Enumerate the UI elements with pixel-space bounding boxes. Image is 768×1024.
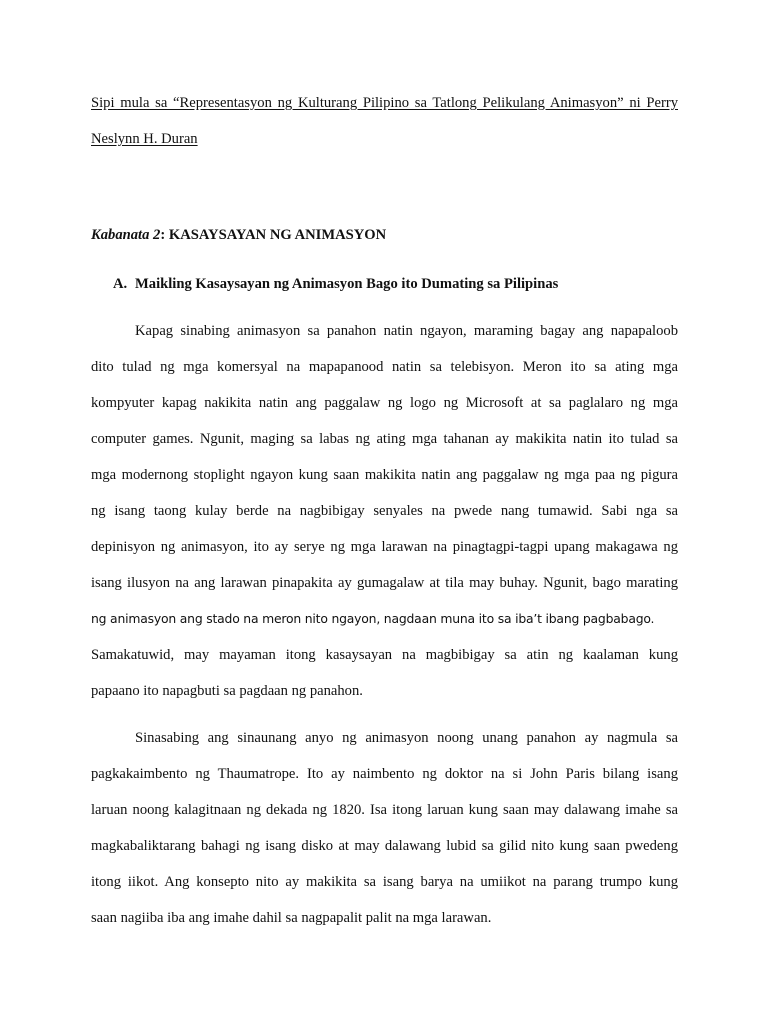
paragraph-2-line: magkabaliktarang bahagi ng isang disko at may dalawang lubid sa gilid nito kung saan pwedeng: [91, 838, 678, 854]
paragraph-1-line: depinisyon ng animasyon, ito ay serye ng mga larawan na pinagtagpi-tagpi upang makagawa ng: [91, 539, 678, 555]
source-citation-line-2: Neslynn H. Duran: [91, 131, 198, 147]
paragraph-1-line: papaano ito napagbuti sa pagdaan ng panahon.: [91, 683, 363, 699]
section-heading: [113, 275, 673, 293]
chapter-title: : KASAYSAYAN NG ANIMASYON: [160, 227, 387, 243]
paragraph-2-line: pagkakaimbento ng Thaumatrope. Ito ay naimbento ng doktor na si John Paris bilang isang: [91, 766, 678, 782]
paragraph-1-line: Samakatuwid, may mayaman itong kasaysayan na magbibigay sa atin ng kaalaman kung: [91, 647, 678, 663]
section-marker: A.: [113, 276, 128, 292]
paragraph-2-line: laruan noong kalagitnaan ng dekada ng 1820. Isa itong laruan kung saan may dalawang imahe sa: [91, 802, 678, 818]
paragraph-2-line: Sinasabing ang sinaunang anyo ng animasyon noong unang panahon ay nagmula sa: [135, 730, 678, 746]
paragraph-1-line: mga modernong stoplight ngayon kung saan makikita natin ang paggalaw ng mga paa ng pigura: [91, 467, 678, 483]
section-title: Maikling Kasaysayan ng Animasyon Bago ito Dumating sa Pilipinas: [135, 276, 559, 292]
paragraph-1-line: ng isang taong kulay berde na nagbibigay senyales na pwede nang tumawid. Sabi nga sa: [91, 503, 678, 519]
paragraph-1-line: computer games. Ngunit, maging sa labas ng ating mga tahanan ay makikita natin ito tulad sa: [91, 431, 678, 447]
paragraph-1-line: isang ilusyon na ang larawan pinapakita ay gumagalaw at tila may buhay. Ngunit, bago marating: [91, 575, 678, 591]
chapter-heading: [91, 226, 678, 244]
paragraph-1-line: dito tulad ng mga komersyal na mapapanood natin sa telebisyon. Meron ito sa ating mga: [91, 359, 678, 375]
paragraph-1-line: kompyuter kapag nakikita natin ang paggalaw ng logo ng Microsoft at sa paglalaro ng mga: [91, 395, 678, 411]
paragraph-2-line: itong iikot. Ang konsepto nito ay makikita sa isang barya na umiikot na parang trumpo kung: [91, 874, 678, 890]
paragraph-1-line: ng animasyon ang stado na meron nito ngayon, nagdaan muna ito sa iba’t ibang pagbabago.: [91, 611, 655, 626]
source-citation-line-1: Sipi mula sa “Representasyon ng Kulturang Pilipino sa Tatlong Pelikulang Animasyon” ni Perry: [91, 95, 678, 111]
paragraph-1-line: Kapag sinabing animasyon sa panahon natin ngayon, maraming bagay ang napapaloob: [135, 323, 678, 339]
paragraph-2-line: saan nagiiba iba ang imahe dahil sa nagpapalit palit na mga larawan.: [91, 910, 492, 926]
chapter-label: Kabanata 2: [91, 227, 161, 243]
